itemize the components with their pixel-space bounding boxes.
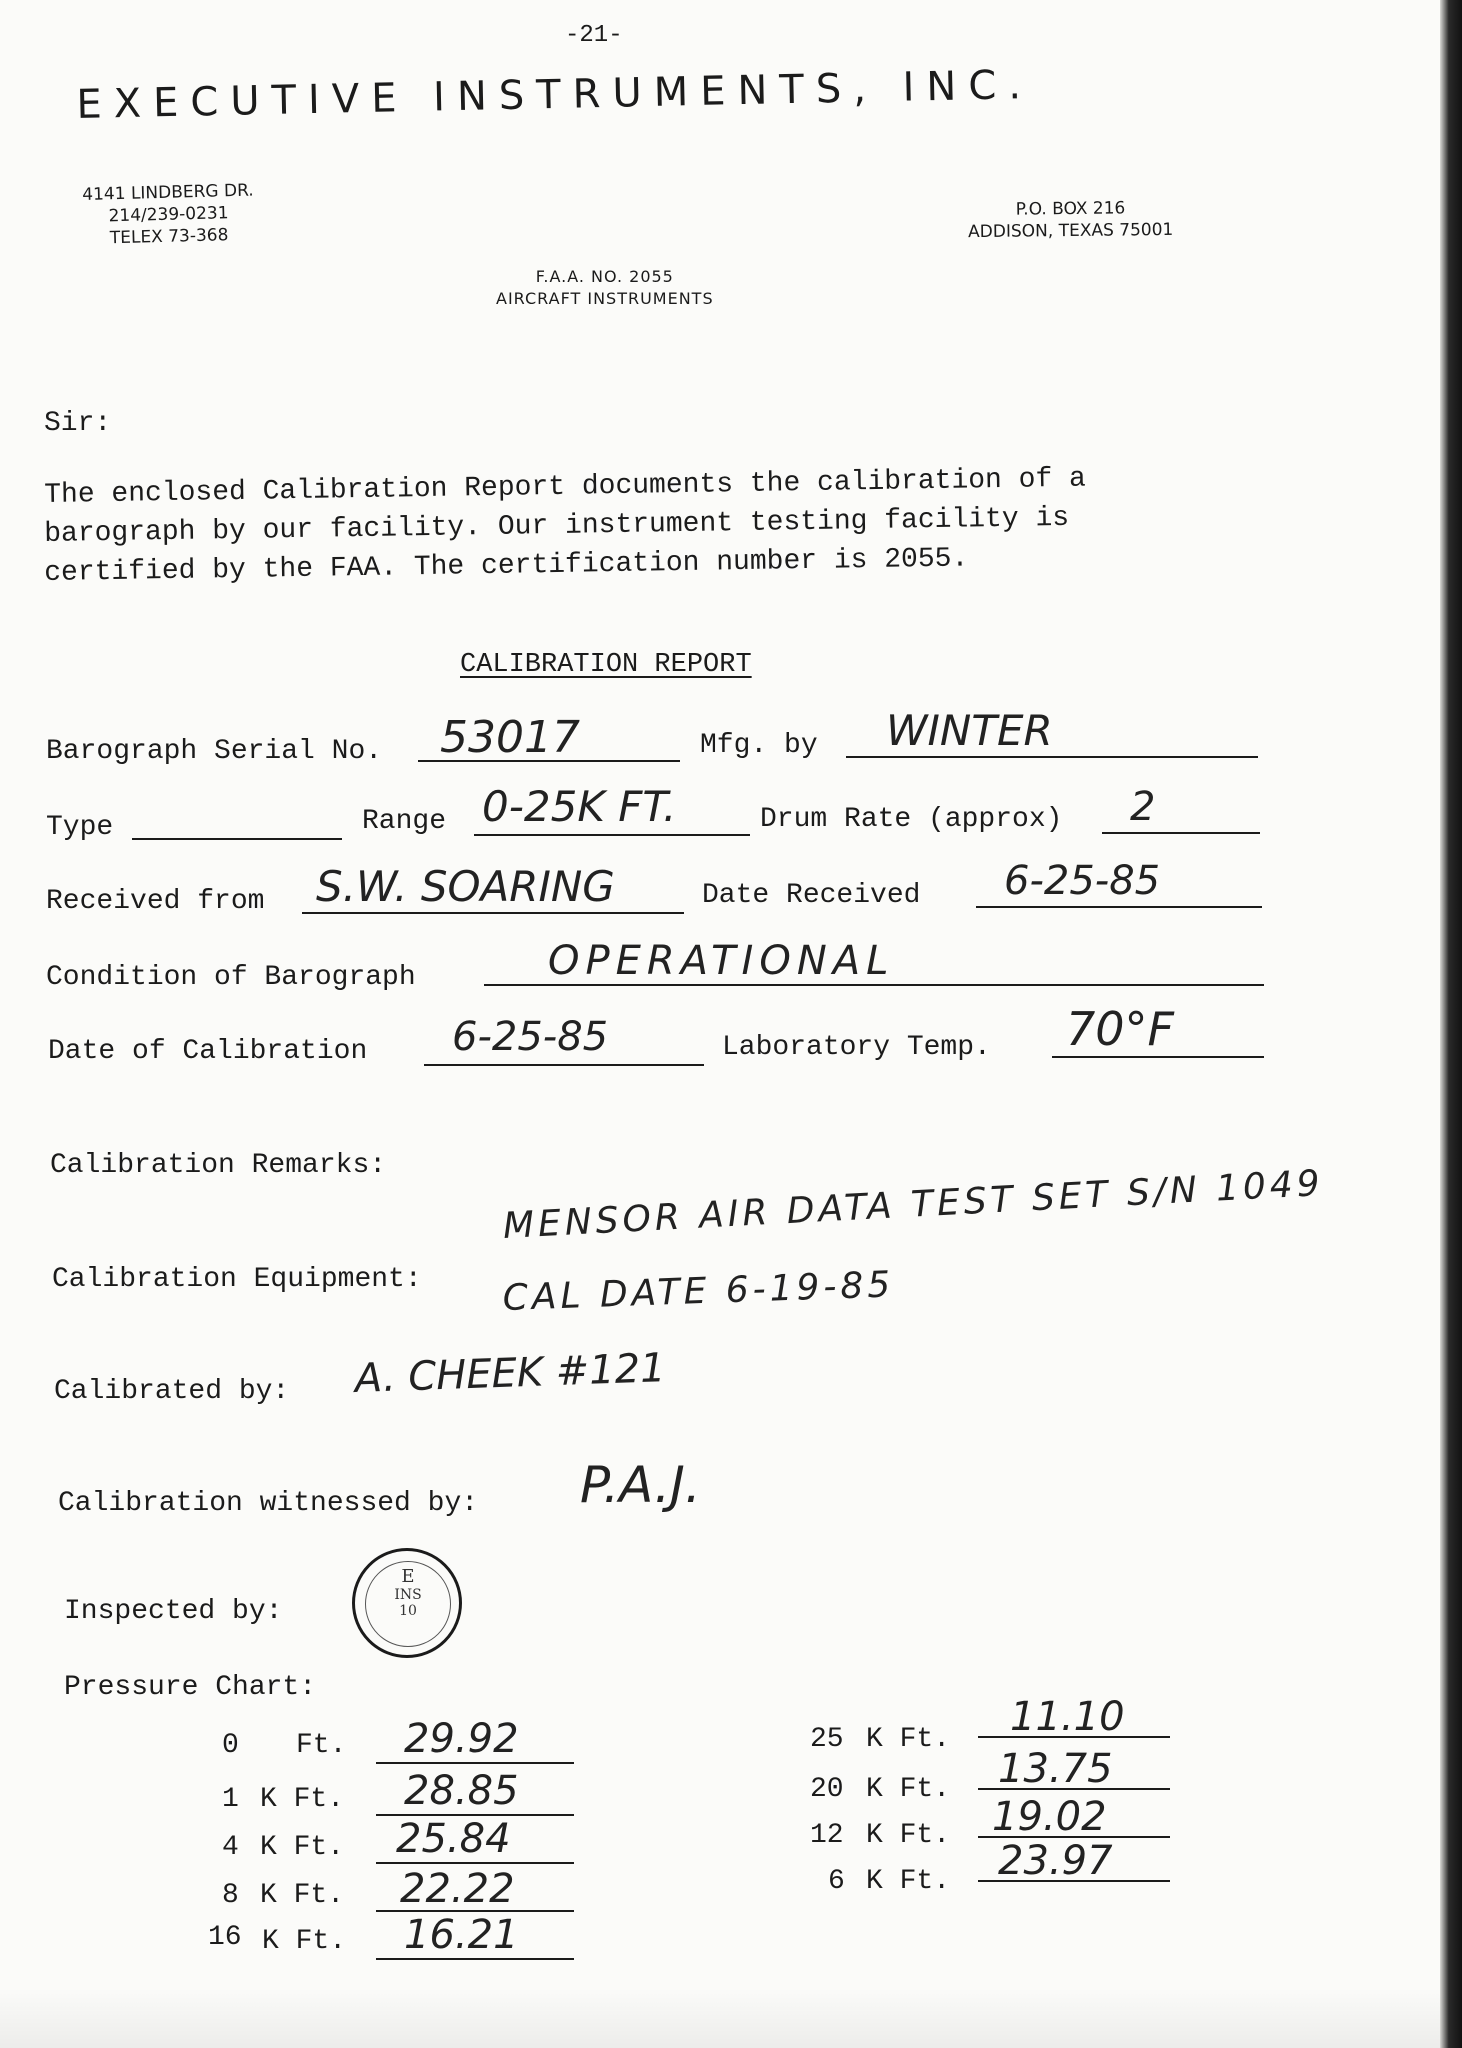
body-line-2: barograph by our facility. Our instrument testing facility is — [44, 502, 1070, 550]
body-line-1: The enclosed Calibration Report documents the calibration of a — [44, 463, 1087, 511]
salutation: Sir: — [44, 408, 112, 439]
pressure-right-num-3: 6 — [828, 1866, 845, 1897]
address-street: 4141 LINDBERG DR. — [82, 180, 254, 205]
remarks-label: Calibration Remarks: — [50, 1150, 387, 1181]
equipment-line-1: MENSOR AIR DATA TEST SET S/N 1049 — [502, 1163, 1325, 1247]
pressure-left-num-4: 16 — [208, 1922, 242, 1953]
condition-value: OPERATIONAL — [548, 938, 895, 984]
pressure-left-num-0: 0 — [222, 1730, 239, 1761]
date-calibration-underline — [424, 1064, 704, 1066]
type-underline — [132, 838, 342, 840]
pressure-right-unit-3: K Ft. — [866, 1866, 951, 1897]
pressure-right-unit-1: K Ft. — [866, 1774, 951, 1805]
pressure-left-underline-4 — [376, 1958, 574, 1960]
pressure-chart-title: Pressure Chart: — [64, 1672, 317, 1703]
pressure-left-unit-0: Ft. — [296, 1730, 347, 1761]
date-calibration-label: Date of Calibration — [48, 1036, 368, 1067]
address-pobox: P.O. BOX 216 — [1015, 198, 1126, 220]
body-line-3: certified by the FAA. The certification number is 2055. — [44, 543, 969, 589]
pressure-left-unit-3: K Ft. — [260, 1880, 345, 1911]
pressure-right-value-0: 11.10 — [1010, 1694, 1125, 1740]
date-received-label: Date Received — [702, 880, 921, 911]
pressure-left-num-2: 4 — [222, 1832, 239, 1863]
lab-temp-value: 70°F — [1066, 1002, 1174, 1056]
pressure-left-value-2: 25.84 — [396, 1816, 511, 1862]
calibrated-by-label: Calibrated by: — [54, 1376, 290, 1407]
pressure-left-underline-2 — [376, 1862, 574, 1864]
company-address-right — [968, 197, 1174, 243]
pressure-right-value-1: 13.75 — [998, 1746, 1113, 1792]
address-city: ADDISON, TEXAS 75001 — [968, 219, 1174, 243]
faa-number: F.A.A. NO. 2055 — [535, 267, 674, 286]
stamp-line-2: INS — [394, 1587, 422, 1603]
pressure-right-value-3: 23.97 — [998, 1838, 1113, 1884]
date-received-value: 6-25-85 — [1004, 858, 1161, 904]
date-received-underline — [976, 906, 1262, 908]
page-edge-shadow — [1440, 0, 1462, 2048]
company-address-left — [82, 180, 255, 250]
pressure-right-num-0: 25 — [810, 1724, 844, 1755]
range-underline — [474, 834, 750, 836]
lab-temp-label: Laboratory Temp. — [722, 1032, 991, 1063]
drum-label: Drum Rate (approx) — [760, 804, 1063, 835]
faa-info — [496, 266, 714, 310]
witnessed-label: Calibration witnessed by: — [58, 1488, 479, 1519]
pressure-left-num-3: 8 — [222, 1880, 239, 1911]
inspection-stamp-inner — [365, 1561, 451, 1647]
mfg-value: WINTER — [886, 706, 1053, 755]
condition-label: Condition of Barograph — [46, 962, 416, 993]
serial-label: Barograph Serial No. — [46, 736, 383, 767]
pressure-left-unit-4: K Ft. — [262, 1926, 347, 1957]
pressure-right-unit-2: K Ft. — [866, 1820, 951, 1851]
received-from-value: S.W. SOARING — [316, 862, 615, 911]
range-label: Range — [362, 806, 447, 837]
date-calibration-value: 6-25-85 — [452, 1014, 609, 1060]
received-from-label: Received from — [46, 886, 265, 917]
address-telex: TELEX 73-368 — [109, 225, 229, 249]
range-value: 0-25K FT. — [482, 782, 677, 831]
pressure-right-num-1: 20 — [810, 1774, 844, 1805]
inspected-label: Inspected by: — [64, 1596, 283, 1627]
stamp-line-1: E — [401, 1566, 415, 1587]
received-from-underline — [302, 912, 684, 914]
report-title: CALIBRATION REPORT — [460, 650, 752, 680]
inspection-stamp — [352, 1548, 462, 1658]
pressure-left-value-4: 16.21 — [404, 1912, 519, 1958]
pressure-left-underline-0 — [376, 1762, 574, 1764]
page-number: -21- — [565, 22, 623, 49]
pressure-right-num-2: 12 — [810, 1820, 844, 1851]
calibrated-by-value: A. CHEEK #121 — [354, 1345, 667, 1402]
pressure-left-value-3: 22.22 — [400, 1866, 515, 1912]
pressure-left-num-1: 1 — [222, 1784, 239, 1815]
mfg-label: Mfg. by — [700, 730, 818, 761]
equipment-label: Calibration Equipment: — [52, 1264, 422, 1295]
pressure-left-unit-2: K Ft. — [260, 1832, 345, 1863]
faa-subtitle: AIRCRAFT INSTRUMENTS — [496, 289, 714, 308]
pressure-right-unit-0: K Ft. — [866, 1724, 951, 1755]
type-label: Type — [46, 812, 114, 843]
pressure-right-value-2: 19.02 — [992, 1794, 1107, 1840]
drum-underline — [1102, 832, 1260, 834]
serial-value: 53017 — [440, 712, 580, 763]
address-phone: 214/239-0231 — [108, 203, 229, 227]
pressure-left-value-1: 28.85 — [404, 1768, 519, 1814]
drum-value: 2 — [1130, 784, 1156, 830]
lab-temp-underline — [1052, 1056, 1264, 1058]
condition-underline — [484, 984, 1264, 986]
pressure-left-unit-1: K Ft. — [260, 1784, 345, 1815]
equipment-line-2: CAL DATE 6-19-85 — [502, 1264, 895, 1319]
page-bottom-shadow — [0, 1988, 1440, 2048]
witnessed-value: P.A.J. — [580, 1456, 701, 1514]
mfg-underline — [846, 756, 1258, 758]
pressure-left-value-0: 29.92 — [404, 1716, 519, 1762]
company-name: EXECUTIVE INSTRUMENTS, INC. — [76, 61, 1034, 128]
stamp-line-3: 10 — [399, 1603, 417, 1619]
